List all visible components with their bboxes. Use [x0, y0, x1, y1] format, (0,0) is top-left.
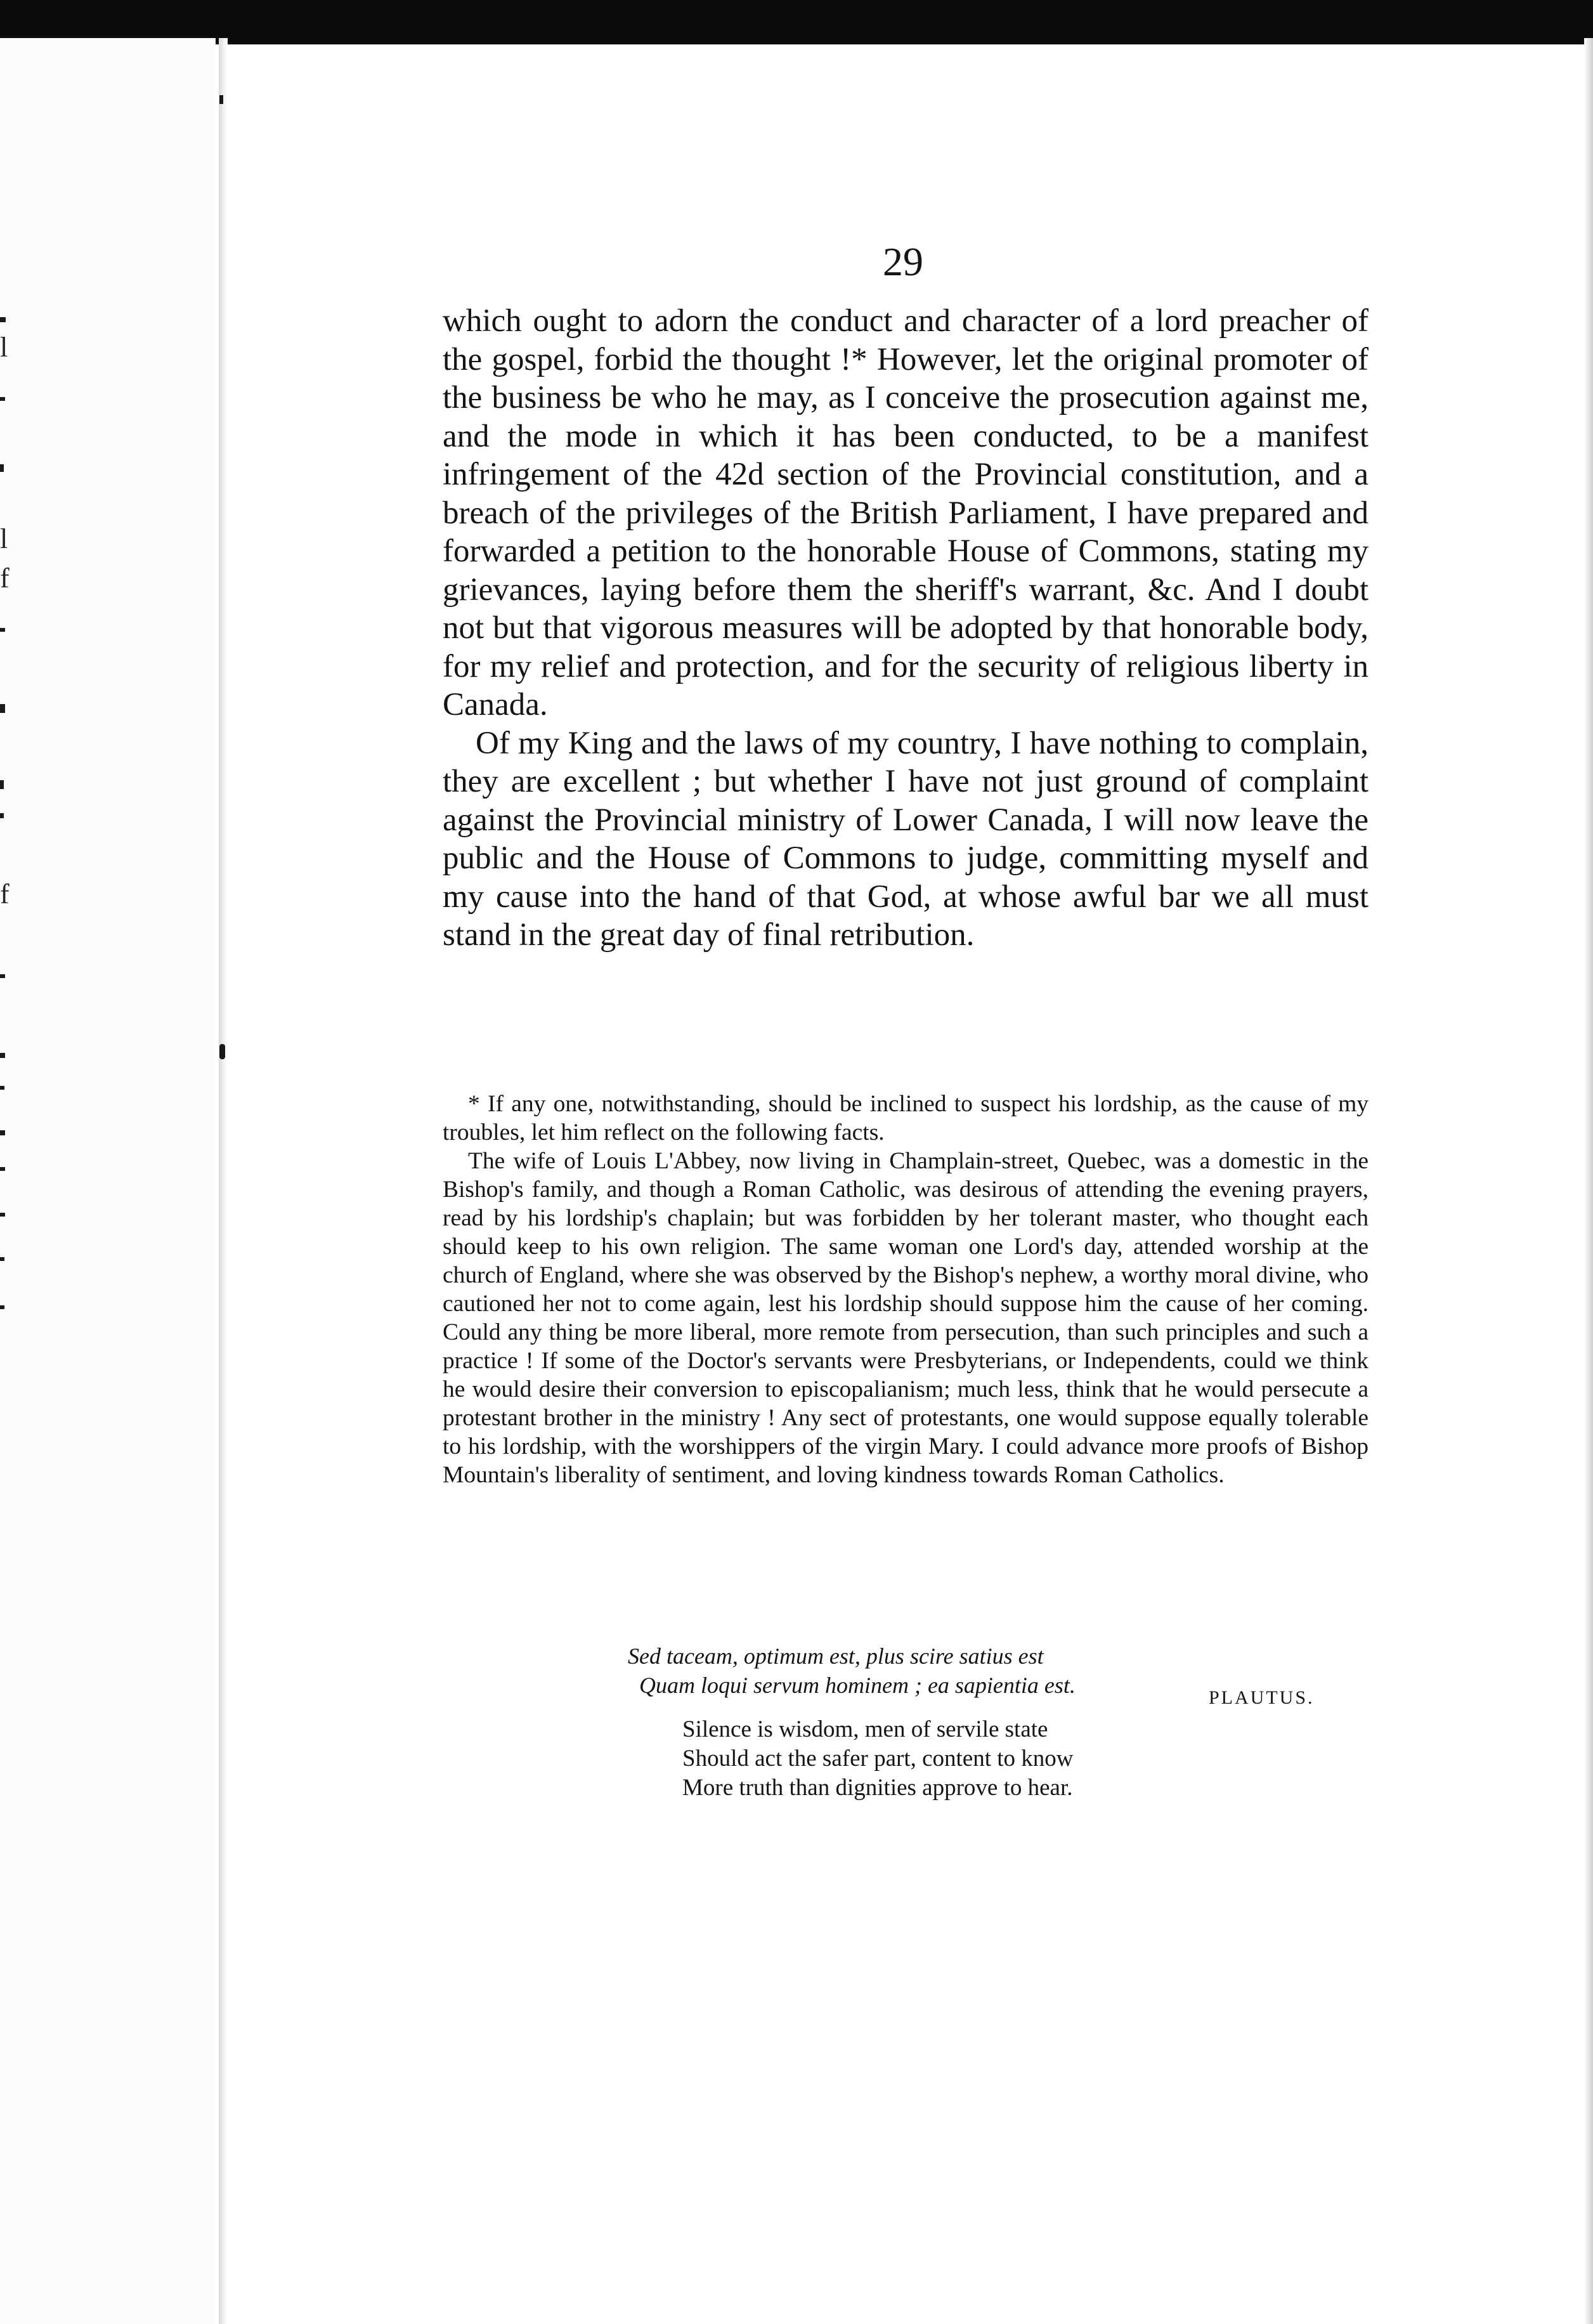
margin-fragment: l [0, 332, 8, 363]
margin-speck [0, 780, 4, 789]
latin-quotation [628, 1642, 1211, 1700]
margin-fragment: f [0, 563, 10, 594]
footnote-paragraph: * If any one, notwithstanding, should be inclined to suspect his lordship, as the cause of my troubles, let him reflect on the following facts. [443, 1091, 1369, 1146]
body-paragraph: which ought to adorn the conduct and character of a lord preacher of the gospel, forbid the thought !* However, let the original promoter of the business be who he may, as I conceive the prosecution against me, and the mode in which it has been conducted, to be a manifest infringement of the 42d section of the Provincial constitution, and a breach of the privileges of the British Parliament, I have prepared and forwarded a petition to the honorable House of Commons, stating my grievances, laying before them the sheriff's warrant, &c. And I doubt not but that vigorous measures will be adopted by that honorable body, for my relief and protection, and for the security of religious liberty in Canada. [443, 303, 1369, 722]
margin-speck [0, 1053, 5, 1058]
verse-line: More truth than dignities approve to hear. [682, 1775, 1073, 1801]
margin-speck [0, 628, 5, 632]
footnote [443, 1090, 1369, 1489]
margin-speck [0, 1213, 5, 1217]
verse-translation [682, 1715, 1253, 1803]
margin-speck [0, 1130, 5, 1135]
margin-fragment: f [0, 878, 10, 910]
margin-speck [0, 1305, 4, 1309]
page-number: 29 [883, 239, 923, 284]
latin-line: Quam loqui servum hominem ; ea sapientia est. [639, 1673, 1076, 1698]
margin-speck [0, 317, 6, 322]
margin-speck [0, 1086, 4, 1090]
body-paragraph: Of my King and the laws of my country, I have nothing to complain, they are excellent ; but whether I have not just ground of complaint against the Provincial ministry of Lower Canada, I will now leave the public and the House of Commons to judge, committing myself and my cause into the hand of that God, at whose awful bar we all must stand in the great day of final retribution. [443, 725, 1369, 953]
scan-border-top [0, 0, 1593, 44]
margin-speck [0, 1257, 4, 1261]
facing-page-edge [0, 38, 216, 2324]
margin-speck [0, 397, 5, 401]
latin-line: Sed taceam, optimum est, plus scire satius est [628, 1643, 1044, 1669]
margin-speck [0, 813, 4, 818]
footnote-paragraph: The wife of Louis L'Abbey, now living in Champlain-street, Quebec, was a domestic in the Bishop's family, and though a Roman Catholic, was desirous of attending the evening prayers, read by his lordship's chaplain; but was forbidden by her tolerant master, who thought each should keep to his own religion. The same woman one Lord's day, attended worship at the church of England, where she was observed by the Bishop's nephew, a worthy moral divine, who cautioned her not to come again, lest his lordship should suppose him the cause of her coming. Could any thing be more liberal, more remote from persecution, than such principles and such a practice ! If some of the Doctor's servants were Presbyterians, or Independents, could we think he would desire their conversion to episcopalianism; much less, think that he would persecute a protestant brother in the ministry ! Any sect of protestants, one would suppose equally tolerable to his lordship, with the worshippers of the virgin Mary. I could advance more proofs of Bishop Mountain's liberality of sentiment, and loving kindness towards Roman Catholics. [443, 1148, 1369, 1488]
body-text [443, 302, 1369, 955]
gutter-speck [219, 1044, 225, 1059]
margin-speck [0, 1167, 5, 1171]
margin-speck [0, 974, 5, 978]
margin-fragment: l [0, 523, 8, 554]
page-gutter [219, 38, 228, 2324]
gutter-speck [219, 95, 223, 104]
page-edge-right [1584, 38, 1593, 2324]
verse-line: Should act the safer part, content to know [682, 1746, 1074, 1772]
margin-speck [0, 704, 5, 713]
quotation-attribution: PLAUTUS. [1209, 1687, 1315, 1708]
verse-line: Silence is wisdom, men of servile state [682, 1716, 1048, 1742]
margin-speck [0, 464, 4, 472]
